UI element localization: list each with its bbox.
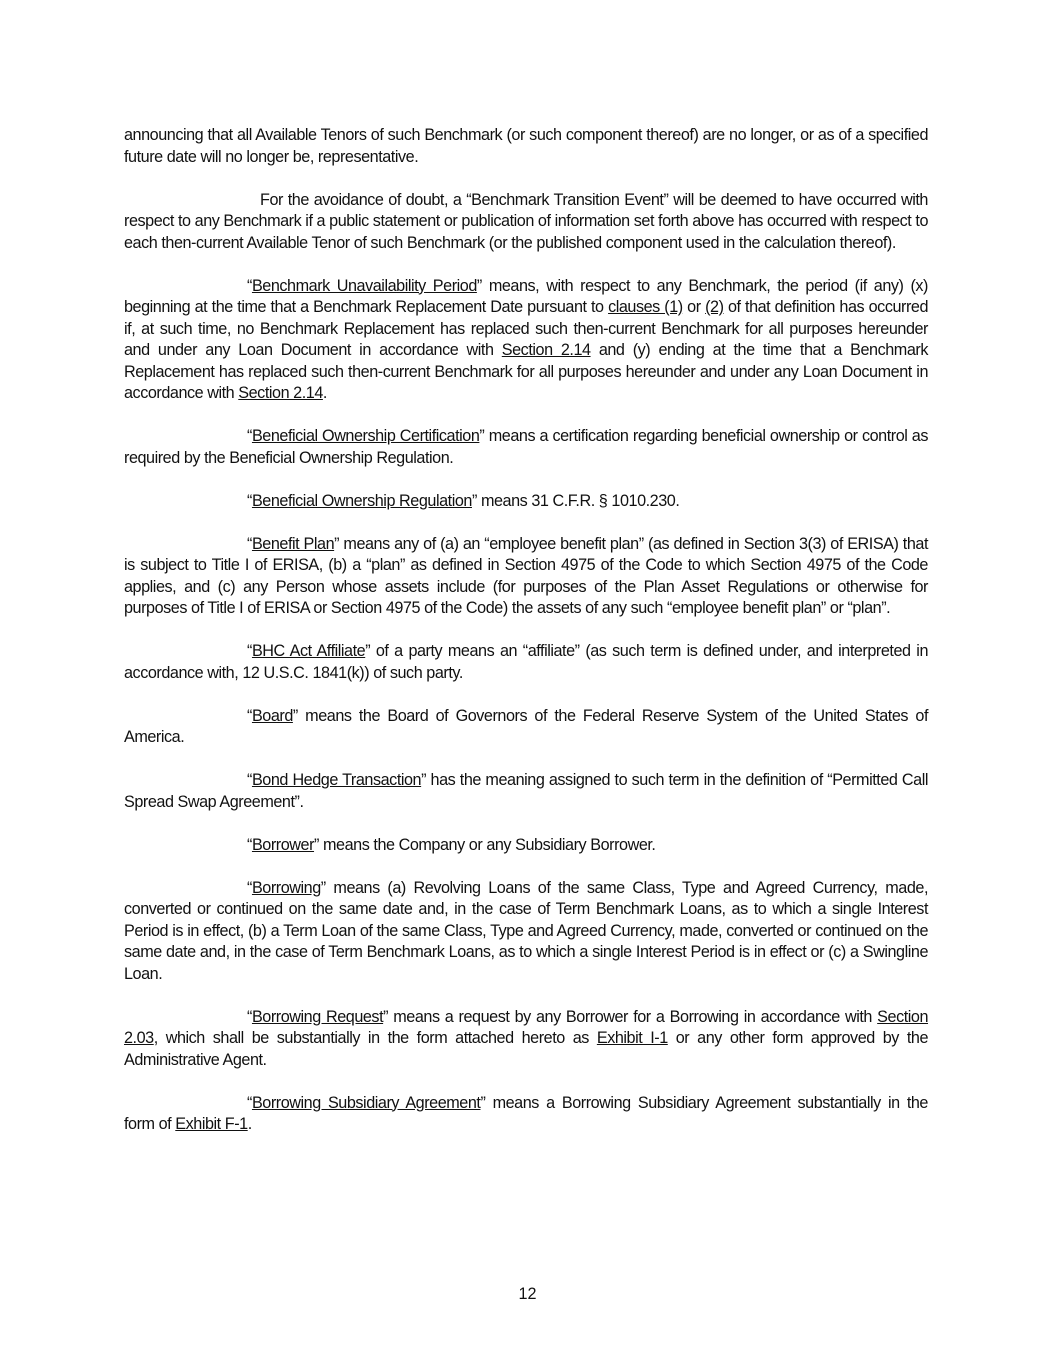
text-run: “ xyxy=(247,835,252,854)
paragraph xyxy=(124,1093,928,1136)
text-run: ” means 31 C.F.R. § 1010.230. xyxy=(471,491,680,510)
paragraph xyxy=(124,426,928,469)
paragraph xyxy=(124,641,928,684)
text-run: “ xyxy=(247,427,252,445)
underlined-term: Borrower xyxy=(251,835,315,854)
underlined-term: (2) xyxy=(705,298,724,316)
underlined-term: Beneficial Ownership Certification xyxy=(251,427,480,445)
paragraph xyxy=(124,878,928,986)
underlined-term: Section 2.14 xyxy=(501,341,591,359)
text-run: “ xyxy=(247,878,252,897)
text-run: “ xyxy=(247,642,252,660)
text-run: announcing that all Available Tenors of such Benchmark (or such component thereof) are no longer, or as of a specified future date will no longer be, representative. xyxy=(124,126,928,166)
text-run: ” means any of (a) an “employee benefit plan” (as defined in Section 3(3) of ERISA) that is subject to Title I of ERISA, (b) a “plan” as defined in Section 4975 of the Code to which Section 4975 of the Code applies, and (c) any Person whose assets include (for purposes of the Plan Asset Regulations or otherwise for purposes of Title I of ERISA or Section 4975 of the Code) the assets of any such “employee benefit plan” or “plan”. xyxy=(124,534,928,617)
text-run: “ xyxy=(247,1007,252,1026)
paragraph xyxy=(124,835,928,857)
document-page xyxy=(124,125,928,1157)
text-run: and (y) ending at the time that a Benchmark Replacement has replaced such then-current Benchmark for all purposes hereunder and under any Loan Document in accordance with xyxy=(124,341,928,402)
underlined-term: Benchmark Unavailability Period xyxy=(251,276,477,295)
paragraph xyxy=(124,534,928,620)
underlined-term: Exhibit F-1 xyxy=(175,1115,248,1133)
paragraph xyxy=(124,190,928,255)
text-run: of that definition has occurred if, at such time, no Benchmark Replacement has replaced such then-current Benchmark for all purposes hereunder and under any Loan Document in accordance with xyxy=(124,298,929,359)
underlined-term: Benefit Plan xyxy=(251,534,335,553)
text-run: ” means a request by any Borrower for a Borrowing in accordance with xyxy=(383,1007,878,1026)
text-run: “ xyxy=(247,276,252,295)
paragraph xyxy=(124,125,928,168)
paragraph xyxy=(124,770,928,813)
text-run: ” means a certification regarding beneficial ownership or control as required by the Beneficial Ownership Regulation. xyxy=(124,427,929,467)
underlined-term: BHC Act Affiliate xyxy=(251,642,366,660)
paragraph xyxy=(124,706,928,749)
text-run: , which shall be substantially in the form attached hereto as xyxy=(153,1029,597,1047)
text-run: “ xyxy=(247,706,252,725)
underlined-term: Section 2.03 xyxy=(124,1007,929,1047)
page-number: 12 xyxy=(518,1285,537,1303)
text-run: ” means the Company or any Subsidiary Borrower. xyxy=(314,835,656,854)
paragraph xyxy=(124,491,928,513)
text-run: “ xyxy=(247,534,252,553)
text-run: ” means (a) Revolving Loans of the same Class, Type and Agreed Currency, made, converted or continued on the same date and, in the case of Term Benchmark Loans, as to which a single Interest Period is in effect, (b) a Term Loan of the same Class, Type and Agreed Currency, made, converted or continued on the same date and, in the case of Term Benchmark Loans, as to which a single Interest Period is in effect or (c) a Swingline Loan. xyxy=(124,878,928,983)
text-run: ” of a party means an “affiliate” (as such term is defined under, and interpreted in accordance with, 12 U.S.C. 1841(k)) of such party. xyxy=(124,642,928,682)
text-run: ” means the Board of Governors of the Federal Reserve System of the United States of America. xyxy=(124,706,928,746)
text-run: . xyxy=(247,1115,252,1133)
text-run: “ xyxy=(247,1093,252,1112)
text-run: ” means, with respect to any Benchmark, the period (if any) (x) beginning at the time that a Benchmark Replacement Date pursuant to xyxy=(124,276,928,316)
underlined-term: Borrowing Request xyxy=(251,1007,384,1026)
underlined-term: Bond Hedge Transaction xyxy=(251,771,422,789)
text-run: “ xyxy=(247,491,252,510)
underlined-term: Board xyxy=(251,706,293,725)
text-run: “ xyxy=(247,771,252,789)
paragraph xyxy=(124,276,928,405)
text-run: For the avoidance of doubt, a “Benchmark Transition Event” will be deemed to have occurred with respect to any Benchmark if a public statement or publication of information set forth above has occurred with respect to each then-current Available Tenor of such Benchmark (or the published component used in the calculation thereof). xyxy=(124,190,928,252)
underlined-term: Beneficial Ownership Regulation xyxy=(251,491,472,510)
text-run: ” means a Borrowing Subsidiary Agreement substantially in the form of xyxy=(124,1093,928,1133)
text-run: . xyxy=(322,384,327,402)
text-run: ” has the meaning assigned to such term in the definition of “Permitted Call Spread Swap Agreement”. xyxy=(124,771,929,811)
underlined-term: Borrowing xyxy=(251,878,321,897)
underlined-term: clauses (1) xyxy=(608,298,683,316)
underlined-term: Section 2.14 xyxy=(238,384,323,402)
underlined-term: Borrowing Subsidiary Agreement xyxy=(251,1093,481,1112)
text-run: or any other form approved by the Administrative Agent. xyxy=(124,1029,929,1069)
underlined-term: Exhibit I-1 xyxy=(596,1029,668,1047)
text-run: or xyxy=(682,298,706,316)
paragraph xyxy=(124,1007,928,1072)
